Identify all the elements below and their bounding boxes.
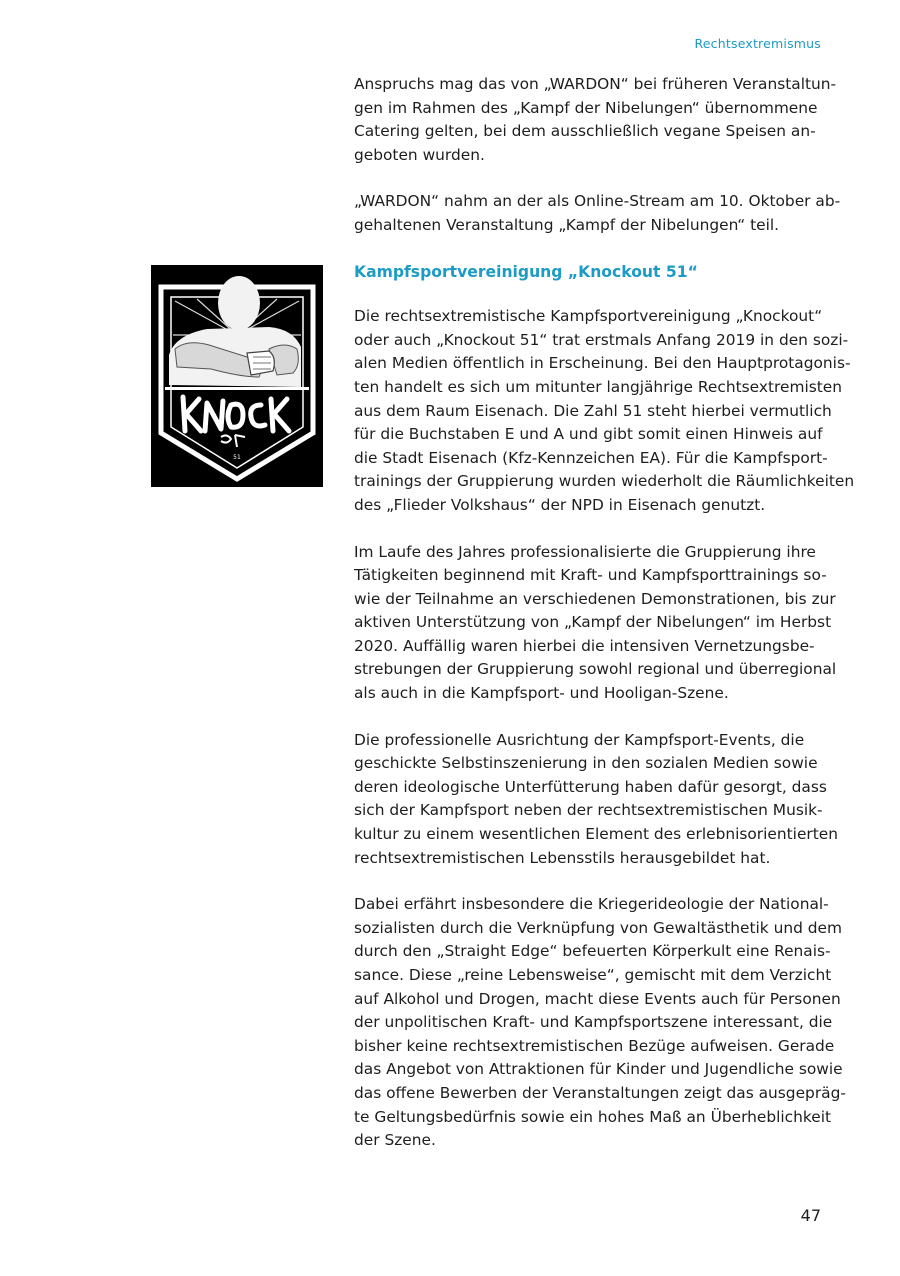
text-line: Anspruchs mag das von „WARDON“ bei früheren Veranstaltun- bbox=[354, 75, 837, 93]
text-line: 2020. Auffällig waren hierbei die intensiven Vernetzungsbe- bbox=[354, 636, 815, 655]
text-line: der Szene. bbox=[354, 1131, 436, 1150]
paragraph-knockout-intro bbox=[354, 305, 855, 517]
text-line: trainings der Gruppierung wurden wiederholt die Räumlichkeiten bbox=[354, 472, 855, 491]
text-line: geboten wurden. bbox=[354, 145, 485, 164]
text-line: sance. Diese „reine Lebensweise“, gemischt mit dem Verzicht bbox=[354, 966, 832, 984]
text-line: auf Alkohol und Drogen, macht diese Events auch für Personen bbox=[354, 989, 841, 1008]
main-text-column bbox=[354, 73, 855, 1176]
text-line: gen im Rahmen des „Kampf der Nibelungen“ übernommene bbox=[354, 98, 818, 117]
text-line: die Stadt Eisenach (Kfz-Kennzeichen EA). Für die Kampfsport- bbox=[354, 448, 828, 467]
paragraph-ideology bbox=[354, 893, 846, 1153]
page-number: 47 bbox=[800, 1206, 821, 1225]
text-line: das Angebot von Attraktionen für Kinder und Jugendliche sowie bbox=[354, 1060, 843, 1079]
text-line: „WARDON“ nahm an der als Online-Stream am 10. Oktober ab- bbox=[354, 192, 841, 211]
text-line: strebungen der Gruppierung sowohl regional und überregional bbox=[354, 660, 837, 679]
text-line: als auch in die Kampfsport- und Hooligan-Szene. bbox=[354, 684, 729, 703]
text-line: deren ideologische Unterfütterung haben dafür gesorgt, dass bbox=[354, 777, 827, 796]
text-line: für die Buchstaben E und A und gibt somit einen Hinweis auf bbox=[354, 425, 823, 444]
text-line: Die professionelle Ausrichtung der Kampfsport-Events, die bbox=[354, 730, 805, 749]
text-line: Catering gelten, bei dem ausschließlich vegane Speisen an- bbox=[354, 122, 816, 141]
paragraph-wardon-stream bbox=[354, 190, 841, 237]
svg-text:51: 51 bbox=[233, 454, 241, 461]
text-line: durch den „Straight Edge“ befeuerten Körperkult eine Renais- bbox=[354, 942, 831, 961]
running-header: Rechtsextremismus bbox=[694, 36, 821, 51]
paragraph-professionalization bbox=[354, 541, 837, 706]
text-line: alen Medien öffentlich in Erscheinung. Bei den Hauptprotagonis- bbox=[354, 354, 851, 373]
text-line: rechtsextremistischen Lebensstils herausgebildet hat. bbox=[354, 848, 771, 867]
section-heading: Kampfsportvereinigung „Knockout 51“ bbox=[354, 262, 698, 281]
text-line: sozialisten durch die Verknüpfung von Gewaltästhetik und dem bbox=[354, 918, 842, 937]
text-line: Im Laufe des Jahres professionalisierte die Gruppierung ihre bbox=[354, 542, 816, 561]
text-line: oder auch „Knockout 51“ trat erstmals Anfang 2019 in den sozi- bbox=[354, 330, 849, 349]
text-line: Tätigkeiten beginnend mit Kraft- und Kampfsporttrainings so- bbox=[354, 566, 827, 585]
knockout-51-logo-image bbox=[151, 265, 323, 487]
text-line: gehaltenen Veranstaltung „Kampf der Nibelungen“ teil. bbox=[354, 215, 780, 234]
text-line: ten handelt es sich um mitunter langjährige Rechtsextremisten bbox=[354, 377, 842, 396]
text-line: der unpolitischen Kraft- und Kampfsportszene interessant, die bbox=[354, 1013, 833, 1032]
paragraph-events bbox=[354, 729, 839, 871]
text-line: des „Flieder Volkshaus“ der NPD in Eisenach genutzt. bbox=[354, 495, 766, 514]
paragraph-catering bbox=[354, 73, 837, 167]
text-line: wie der Teilnahme an verschiedenen Demonstrationen, bis zur bbox=[354, 589, 836, 608]
text-line: das offene Bewerben der Veranstaltungen zeigt das ausgepräg- bbox=[354, 1083, 846, 1102]
text-line: aus dem Raum Eisenach. Die Zahl 51 steht hierbei vermutlich bbox=[354, 401, 832, 420]
text-line: kultur zu einem wesentlichen Element des erlebnisorientierten bbox=[354, 825, 839, 844]
text-line: geschickte Selbstinszenierung in den sozialen Medien sowie bbox=[354, 754, 818, 773]
text-line: te Geltungsbedürfnis sowie ein hohes Maß an Überheblichkeit bbox=[354, 1107, 832, 1126]
text-line: sich der Kampfsport neben der rechtsextremistischen Musik- bbox=[354, 801, 823, 820]
text-line: aktiven Unterstützung von „Kampf der Nibelungen“ im Herbst bbox=[354, 613, 832, 632]
text-line: Dabei erfährt insbesondere die Kriegerideologie der National- bbox=[354, 895, 829, 914]
text-line: Die rechtsextremistische Kampfsportvereinigung „Knockout“ bbox=[354, 307, 823, 326]
text-line: bisher keine rechtsextremistischen Bezüge aufweisen. Gerade bbox=[354, 1036, 835, 1055]
